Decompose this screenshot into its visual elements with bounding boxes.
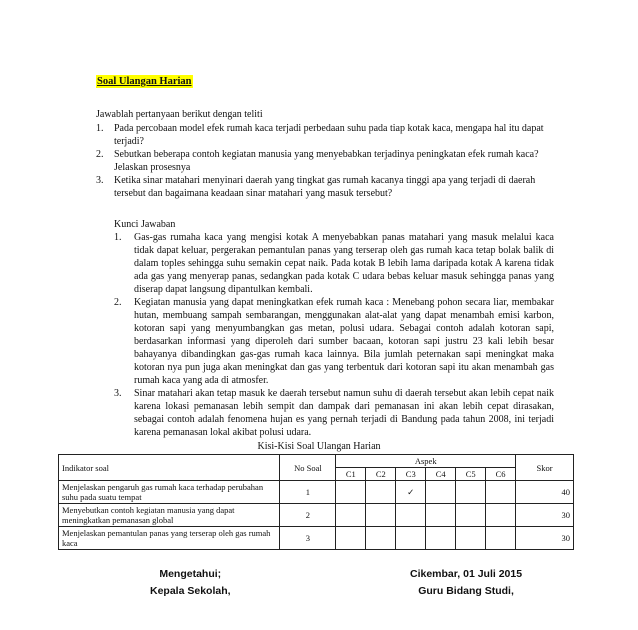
- grid-table-title: Kisi-Kisi Soal Ulangan Harian: [257, 441, 381, 452]
- table-row: [59, 504, 574, 527]
- table-header-row: [59, 455, 574, 468]
- cell-c5: [456, 504, 486, 527]
- cell-c1: [336, 504, 366, 527]
- cell-c4: [426, 481, 456, 504]
- instruction-text: Jawablah pertanyaan berikut dengan teliti: [96, 109, 263, 120]
- cell-c1: [336, 481, 366, 504]
- answer-item: [114, 387, 554, 439]
- answer-number: 3.: [114, 388, 122, 399]
- cell-skor: 30: [516, 504, 574, 527]
- signature-principal-title: Kepala Sekolah,: [150, 585, 231, 597]
- cell-c2: [366, 527, 396, 550]
- answer-text: Sinar matahari akan tetap masuk ke daerah tersebut namun suhu di daerah tersebut akan lebih cepat naik karena lokasi pemanasan lebih sempit dan dampak dari pemanasan ini akan lebih cepat dirasakan, sebagai contoh adalah fenomena hujan es yang pernah terjadi di Bandung pada tahun 2008, ini terjadi karena pemanasan lokal akibat polusi udara.: [134, 388, 554, 438]
- answer-text: Kegiatan manusia yang dapat meningkatkan efek rumah kaca : Menebang pohon secara liar, membakar hutan, membuang sampah sembarangan, menggunakan alat-alat yang dapat menambah emisi karbon, kotoran sapi yang menyumbangkan gas metan, polusi udara. Sebagai contoh adalah kotoran sapi, berdasarkan informasi yang diperoleh dari sumber bacaan, kotoran sapi justru 23 kali lebih besar bahayanya dibandingkan gas-gas rumah kaca lainnya. Bila jumlah peternakan sapi meningkat maka kotoran nya pun juga akan meningkat dan gas yang terbentuk dari kotoran sapi itu akan menambah gas rumah kaca yang ada di atmosfer.: [134, 297, 554, 386]
- header-c2: C2: [366, 468, 396, 481]
- question-text: Pada percobaan model efek rumah kaca terjadi perbedaan suhu pada tiap kotak kaca, mengapa hal itu dapat terjadi?: [114, 123, 544, 147]
- cell-c5: [456, 527, 486, 550]
- grid-table: [58, 454, 574, 550]
- cell-c3: [396, 504, 426, 527]
- cell-c2: [366, 504, 396, 527]
- cell-skor: 40: [516, 481, 574, 504]
- signature-teacher: [410, 566, 522, 600]
- cell-c2: [366, 481, 396, 504]
- table-row: [59, 481, 574, 504]
- question-item: [96, 122, 556, 148]
- question-number: 1.: [96, 123, 104, 134]
- header-c4: C4: [426, 468, 456, 481]
- cell-skor: 30: [516, 527, 574, 550]
- answer-list: [114, 231, 554, 439]
- table-row: [59, 527, 574, 550]
- cell-c3: [396, 527, 426, 550]
- header-c6: C6: [486, 468, 516, 481]
- cell-c1: [336, 527, 366, 550]
- question-number: 2.: [96, 149, 104, 160]
- question-list: [96, 122, 556, 200]
- question-text: Sebutkan beberapa contoh kegiatan manusia yang menyebabkan terjadinya peningkatan efek rumah kaca? Jelaskan prosesnya: [114, 149, 539, 173]
- answer-number: 2.: [114, 297, 122, 308]
- header-c3: C3: [396, 468, 426, 481]
- cell-c3-check: ✓: [396, 481, 426, 504]
- header-indikator: Indikator soal: [59, 455, 280, 481]
- page-title: Soal Ulangan Harian: [97, 76, 192, 87]
- answer-text: Gas-gas rumaha kaca yang mengisi kotak A menyebabkan panas matahari yang masuk melalui kaca tidak dapat keluar, pergerakan pemantulan panas yang terserap oleh gas rumah kaca tetap bolak balik di dalam toples sehingga suhu semakin cepat naik. Pada kotak B lebih lama daripada kotak A karena tidak ada gas yang menyerap panas, sedangkan pada kotak C udara bebas keluar masuk sehingga panas yang diserap dapat langsung dipantulkan kembali.: [134, 232, 554, 295]
- signature-place-date: Cikembar, 01 Juli 2015: [410, 568, 523, 580]
- question-text: Ketika sinar matahari menyinari daerah yang tingkat gas rumah kacanya tinggi apa yang terjadi di daerah tersebut dan bagaimana keadaan sinar matahari yang masuk tersebut?: [114, 175, 536, 199]
- question-item: [96, 148, 556, 174]
- answer-number: 1.: [114, 232, 122, 243]
- signature-principal: [150, 566, 231, 600]
- cell-c5: [456, 481, 486, 504]
- cell-c6: [486, 481, 516, 504]
- header-no-soal: No Soal: [280, 455, 336, 481]
- cell-indikator: Menjelaskan pengaruh gas rumah kaca terhadap perubahan suhu pada suatu tempat: [59, 481, 280, 504]
- answer-key-heading: Kunci Jawaban: [114, 219, 176, 230]
- cell-c6: [486, 527, 516, 550]
- signature-teacher-title: Guru Bidang Studi,: [418, 585, 514, 597]
- cell-no-soal: 2: [280, 504, 336, 527]
- answer-item: [114, 296, 554, 387]
- header-c5: C5: [456, 468, 486, 481]
- header-skor: Skor: [516, 455, 574, 481]
- cell-c4: [426, 504, 456, 527]
- question-number: 3.: [96, 175, 104, 186]
- header-aspek: Aspek: [336, 455, 516, 468]
- answer-item: [114, 231, 554, 296]
- question-item: [96, 174, 556, 200]
- cell-indikator: Menyebutkan contoh kegiatan manusia yang dapat meningkatkan pemanasan global: [59, 504, 280, 527]
- cell-c6: [486, 504, 516, 527]
- cell-no-soal: 1: [280, 481, 336, 504]
- header-c1: C1: [336, 468, 366, 481]
- cell-no-soal: 3: [280, 527, 336, 550]
- cell-indikator: Menjelaskan pemantulan panas yang terserap oleh gas rumah kaca: [59, 527, 280, 550]
- cell-c4: [426, 527, 456, 550]
- signature-acknowledged-label: Mengetahui;: [159, 568, 222, 580]
